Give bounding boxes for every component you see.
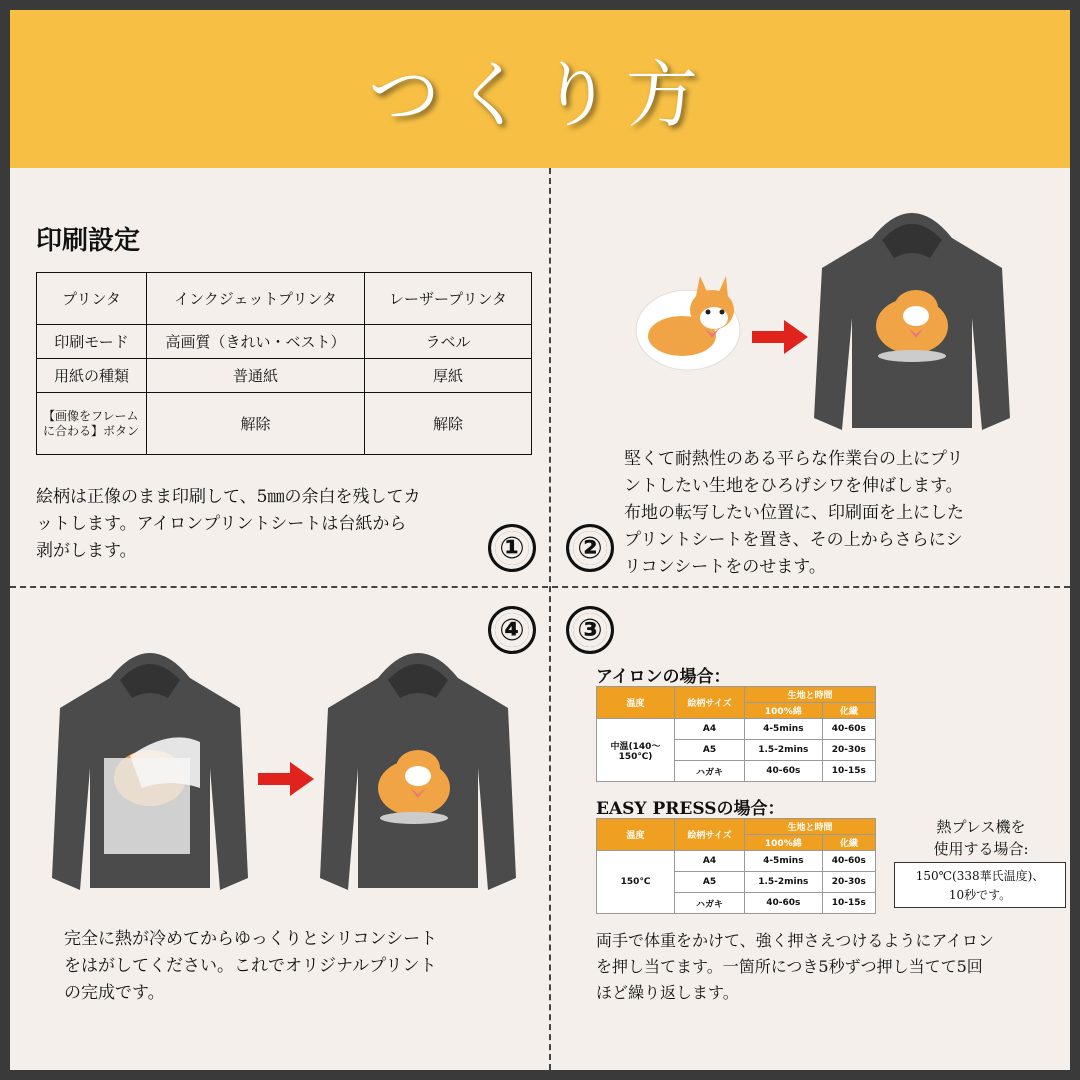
table-cell: 高画質（きれい・ベスト） [147,325,365,359]
text-line: 完全に熱が冷めてからゆっくりとシリコンシート [64,929,438,949]
text-line: 150℃(338華氏温度)、 [915,869,1045,883]
text-line: をはがしてください。これでオリジナルプリント [64,956,437,976]
table-cell: 中温(140〜150℃) [597,719,675,782]
text-line: を押し当てます。一箇所につき5秒ずつ押し当てて5回 [596,957,983,976]
table-cell: 用紙の種類 [37,359,147,393]
text-line: ントしたい生地をひろげシワを伸ばします。 [624,476,963,496]
table-header: 絵柄サイズ [675,819,745,851]
table-header: 100%綿 [745,703,823,719]
table-header: 温度 [597,819,675,851]
page-title: つくり方 [367,53,712,137]
text-line: ほど繰り返します。 [596,983,739,1002]
table-cell: A4 [675,851,745,872]
table-cell: 40-60s [745,761,823,782]
table-cell: A5 [675,740,745,761]
print-settings-title: 印刷設定 [36,226,141,256]
step-number-3: ③ [566,606,614,654]
table-cell: 1.5-2mins [745,740,823,761]
table-header: 化繊 [822,703,875,719]
table-cell: 10-15s [822,761,875,782]
table-cell: 20-30s [822,872,875,893]
text-line: 剥がします。 [36,541,137,561]
text-line: の完成です。 [64,983,165,1003]
text-line: リコンシートをのせます。 [624,557,826,577]
table-cell: 印刷モード [37,325,147,359]
table-cell: 40-60s [745,893,823,914]
easy-press-label: EASY PRESSの場合： [596,799,785,819]
table-cell: 20-30s [822,740,875,761]
table-header: 絵柄サイズ [675,687,745,719]
text-line: 両手で体重をかけて、強く押さえつけるようにアイロン [596,931,994,950]
table-header: 温度 [597,687,675,719]
table-cell: ラベル [365,325,532,359]
table-cell: 40-60s [822,851,875,872]
table-cell: 1.5-2mins [745,872,823,893]
text-line: 堅くて耐熱性のある平らな作業台の上にプリ [624,449,964,469]
text-line: 10秒です。 [948,888,1012,902]
table-cell: 150℃ [597,851,675,914]
step-number-1: ① [488,524,536,572]
table-cell: 【画像をフレームに合わる】ボタン [37,393,147,455]
table-cell: 解除 [365,393,532,455]
table-cell: ハガキ [675,761,745,782]
text-line: 使用する場合: [933,840,1029,858]
iron-label: アイロンの場合： [596,667,731,687]
table-cell: 普通紙 [147,359,365,393]
table-cell: 4-5mins [745,719,823,740]
table-cell: 40-60s [822,719,875,740]
text-line: ットします。アイロンプリントシートは台紙から [36,514,407,534]
table-header: プリンタ [37,273,147,325]
table-cell: 10-15s [822,893,875,914]
table-header: 化繊 [822,835,875,851]
table-header: レーザープリンタ [365,273,532,325]
table-cell: 厚紙 [365,359,532,393]
table-header: 100%綿 [745,835,823,851]
step-number-4: ④ [488,606,536,654]
step-number-2: ② [566,524,614,572]
text-line: 布地の転写したい位置に、印刷面を上にした [624,503,964,523]
table-cell: A4 [675,719,745,740]
table-header: 生地と時間 [745,687,876,703]
text-line: 熱プレス機を [936,818,1026,836]
table-cell: 4-5mins [745,851,823,872]
table-cell: A5 [675,872,745,893]
table-header: 生地と時間 [745,819,876,835]
table-cell: ハガキ [675,893,745,914]
text-line: プリントシートを置き、その上からさらにシ [624,530,963,550]
table-cell: 解除 [147,393,365,455]
text-line: 絵柄は正像のまま印刷して、5㎜の余白を残してカ [36,487,421,507]
table-header: インクジェットプリンタ [147,273,365,325]
